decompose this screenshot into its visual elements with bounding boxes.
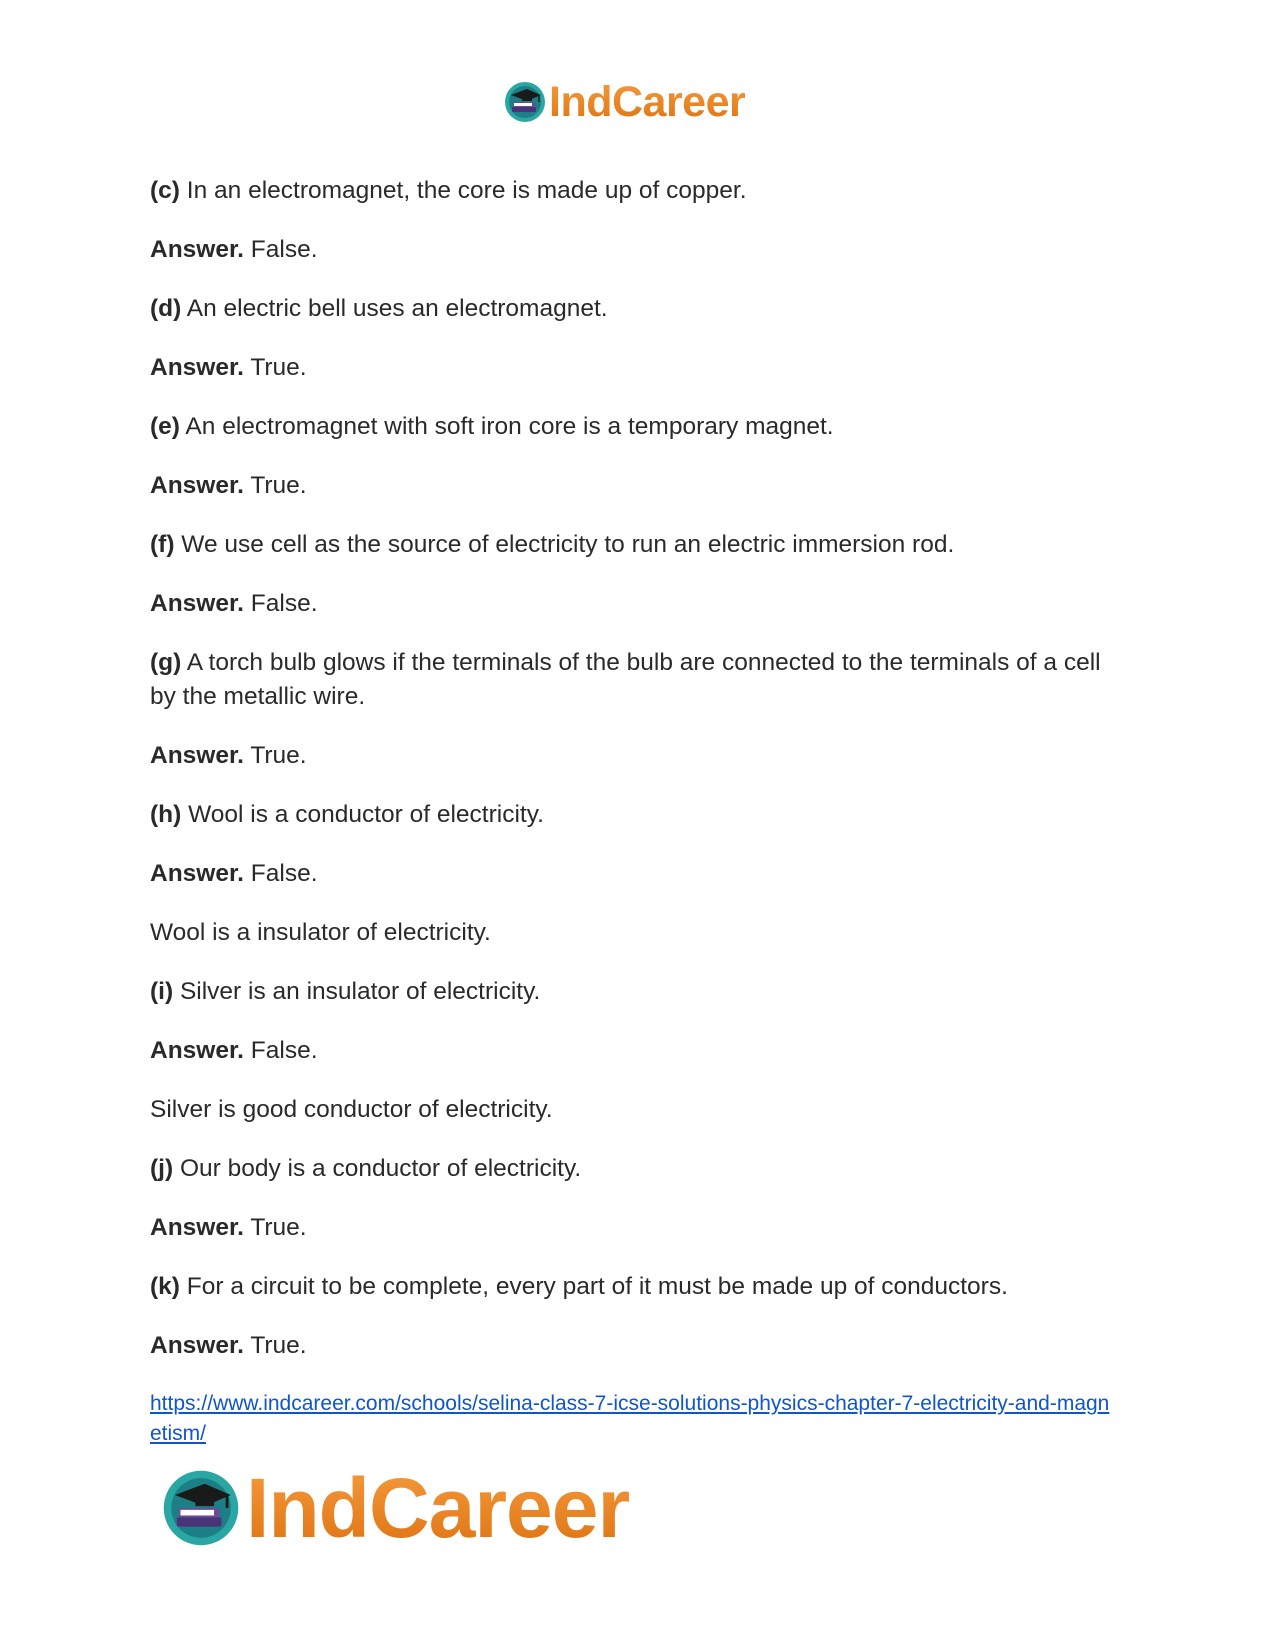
answer-i: Answer. False. [150,1037,318,1064]
source-link[interactable]: https://www.indcareer.com/schools/selina-class-7-icse-solutions-physics-chapter-7-electricity-and-magnetism/ [150,1392,1110,1445]
explanation-i: Silver is good conductor of electricity. [150,1096,553,1123]
logo-wordmark: IndCareer [549,77,746,126]
question-d: (d) An electric bell uses an electromagnet. [150,295,608,322]
answer-d: Answer. True. [150,354,307,381]
answer-f: Answer. False. [150,590,318,617]
answer-e: Answer. True. [150,472,307,499]
logo-wordmark: IndCareer [246,1461,630,1555]
question-i: (i) Silver is an insulator of electricity. [150,978,541,1005]
question-h: (h) Wool is a conductor of electricity. [150,801,544,828]
explanation-h: Wool is a insulator of electricity. [150,919,491,946]
book-cap-icon [160,1467,242,1549]
answer-c: Answer. False. [150,236,318,263]
question-c: (c) In an electromagnet, the core is made up of copper. [150,177,747,204]
question-e: (e) An electromagnet with soft iron core is a temporary magnet. [150,413,834,440]
question-j: (j) Our body is a conductor of electricity. [150,1155,582,1182]
book-cap-icon [503,80,547,124]
answer-h: Answer. False. [150,860,318,887]
answer-j: Answer. True. [150,1214,307,1241]
footer-logo [160,1463,629,1553]
header-logo [503,78,745,126]
answer-k: Answer. True. [150,1332,307,1359]
qa-list [150,174,1130,1388]
question-k: (k) For a circuit to be complete, every part of it must be made up of conductors. [150,1273,1008,1300]
answer-g: Answer. True. [150,742,307,769]
question-g: (g) A torch bulb glows if the terminals of the bulb are connected to the terminals of a cell by the metallic wire. [150,649,1101,710]
question-f: (f) We use cell as the source of electricity to run an electric immersion rod. [150,531,955,558]
